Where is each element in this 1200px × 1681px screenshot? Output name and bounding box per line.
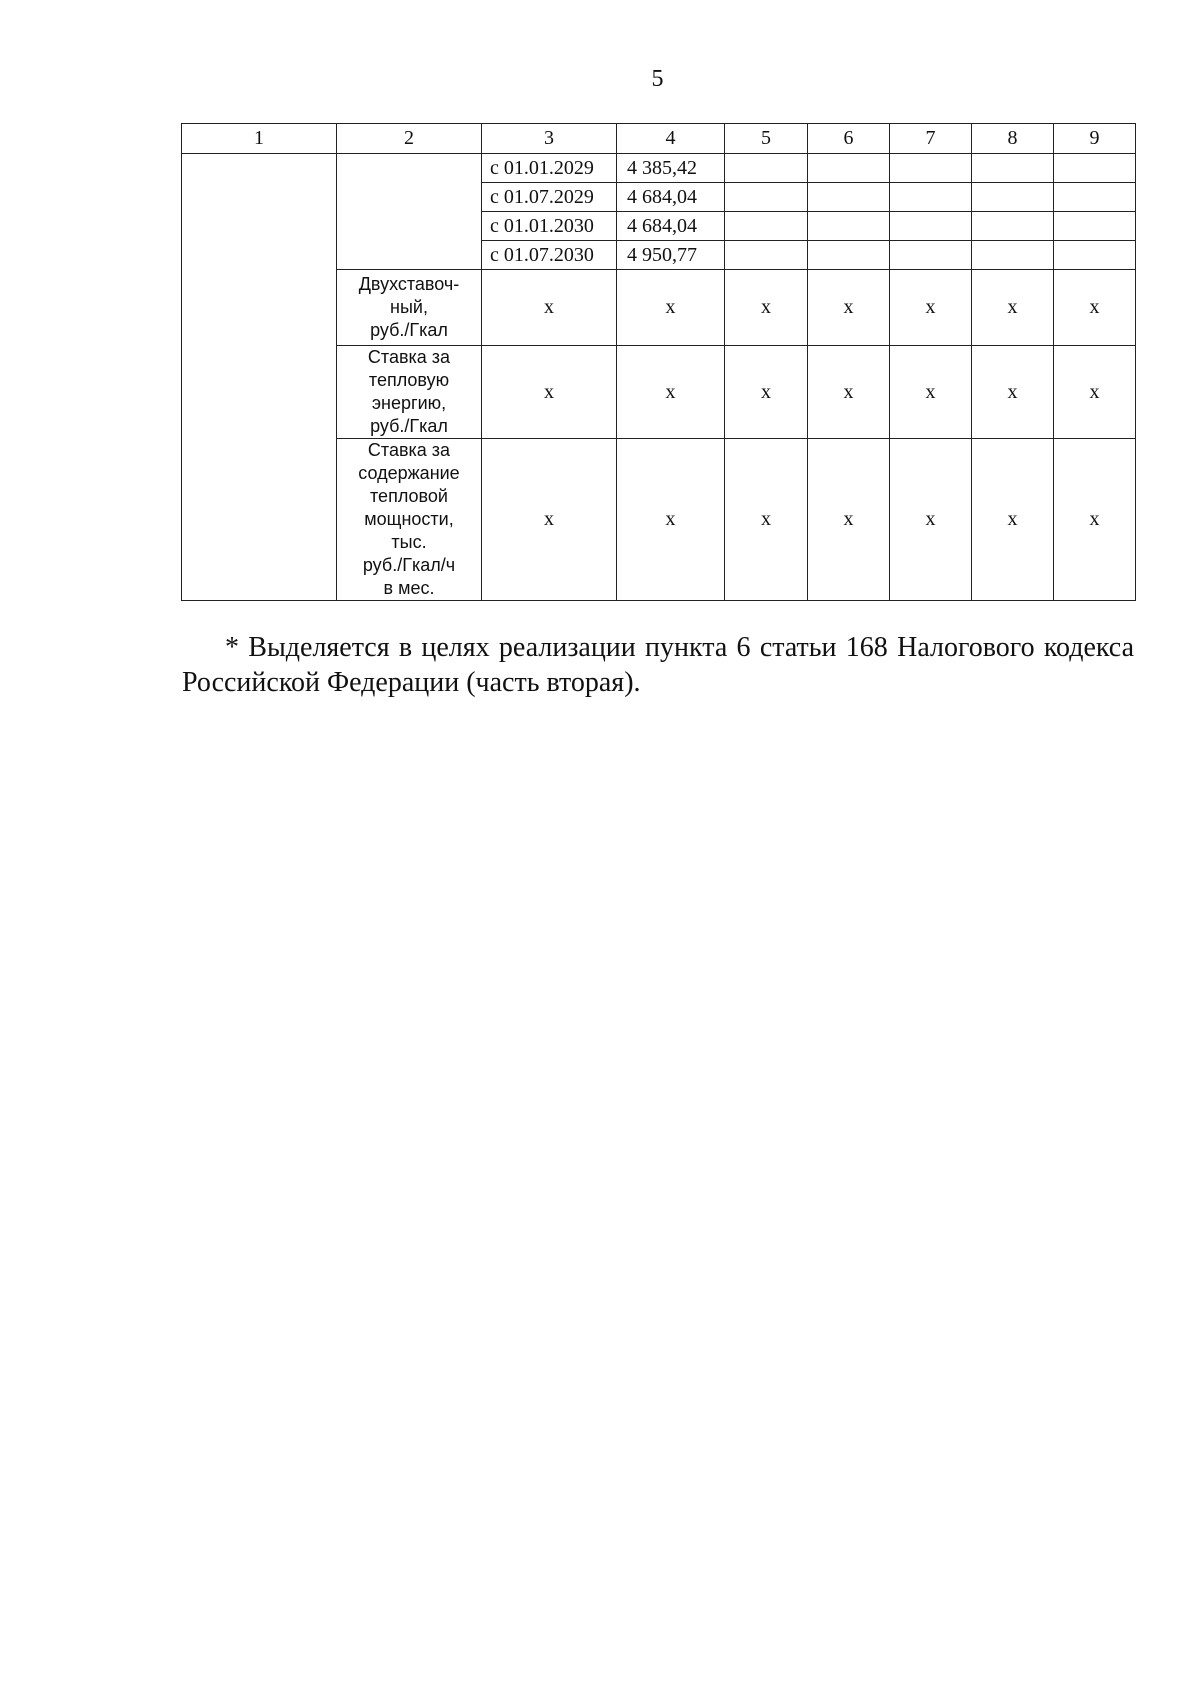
rate-name — [337, 439, 482, 601]
empty-cell — [1054, 183, 1136, 212]
tariff-type-cell — [337, 154, 482, 270]
column-header: 4 — [617, 124, 725, 154]
footnote: * Выделяется в целях реализации пункта 6 статьи 168 Налогового кодекса Российской Федерации (часть вторая). — [182, 632, 1134, 698]
tariff-value: 4 385,42 — [617, 154, 725, 183]
empty-cell — [972, 241, 1054, 270]
empty-cell — [725, 183, 808, 212]
period-date: с 01.01.2029 — [482, 154, 617, 183]
empty-cell — [890, 154, 972, 183]
period-date: с 01.01.2030 — [482, 212, 617, 241]
empty-cell — [890, 212, 972, 241]
organization-cell — [182, 154, 337, 601]
x-mark: х — [808, 270, 890, 346]
x-mark: х — [482, 346, 617, 439]
period-date: с 01.07.2030 — [482, 241, 617, 270]
empty-cell — [972, 183, 1054, 212]
rate-name-text: Ставка за тепловую энергию, руб./Гкал — [367, 347, 451, 436]
rate-name — [337, 346, 482, 439]
column-header: 9 — [1054, 124, 1136, 154]
tariff-value: 4 684,04 — [617, 212, 725, 241]
empty-cell — [1054, 241, 1136, 270]
x-mark: х — [482, 270, 617, 346]
rate-name — [337, 270, 482, 346]
column-header: 6 — [808, 124, 890, 154]
empty-cell — [972, 212, 1054, 241]
x-mark: х — [617, 270, 725, 346]
empty-cell — [725, 154, 808, 183]
empty-cell — [808, 154, 890, 183]
column-header: 3 — [482, 124, 617, 154]
empty-cell — [808, 241, 890, 270]
rate-name-text: Двухставоч- ный, руб./Гкал — [358, 274, 460, 340]
x-mark: х — [1054, 270, 1136, 346]
empty-cell — [1054, 212, 1136, 241]
x-mark: х — [482, 439, 617, 601]
x-mark: х — [972, 439, 1054, 601]
column-header: 1 — [182, 124, 337, 154]
x-mark: х — [725, 270, 808, 346]
period-date: с 01.07.2029 — [482, 183, 617, 212]
tariff-value: 4 950,77 — [617, 241, 725, 270]
x-mark: х — [1054, 346, 1136, 439]
x-mark: х — [1054, 439, 1136, 601]
page-number: 5 — [651, 66, 664, 92]
empty-cell — [890, 241, 972, 270]
tariff-table — [181, 123, 1136, 601]
x-mark: х — [972, 346, 1054, 439]
empty-cell — [725, 212, 808, 241]
empty-cell — [725, 241, 808, 270]
x-mark: х — [725, 439, 808, 601]
x-mark: х — [725, 346, 808, 439]
x-mark: х — [890, 346, 972, 439]
column-header: 8 — [972, 124, 1054, 154]
x-mark: х — [808, 346, 890, 439]
x-mark: х — [890, 439, 972, 601]
x-mark: х — [808, 439, 890, 601]
empty-cell — [808, 212, 890, 241]
column-header: 7 — [890, 124, 972, 154]
column-header: 2 — [337, 124, 482, 154]
empty-cell — [890, 183, 972, 212]
column-header: 5 — [725, 124, 808, 154]
empty-cell — [808, 183, 890, 212]
table-header-row — [182, 124, 1136, 154]
table-row — [182, 154, 1136, 183]
empty-cell — [972, 154, 1054, 183]
rate-name-text: Ставка за содержание тепловой мощности, тыс. руб./Гкал/ч в мес. — [358, 440, 460, 598]
x-mark: х — [617, 346, 725, 439]
tariff-value: 4 684,04 — [617, 183, 725, 212]
x-mark: х — [617, 439, 725, 601]
x-mark: х — [972, 270, 1054, 346]
empty-cell — [1054, 154, 1136, 183]
x-mark: х — [890, 270, 972, 346]
